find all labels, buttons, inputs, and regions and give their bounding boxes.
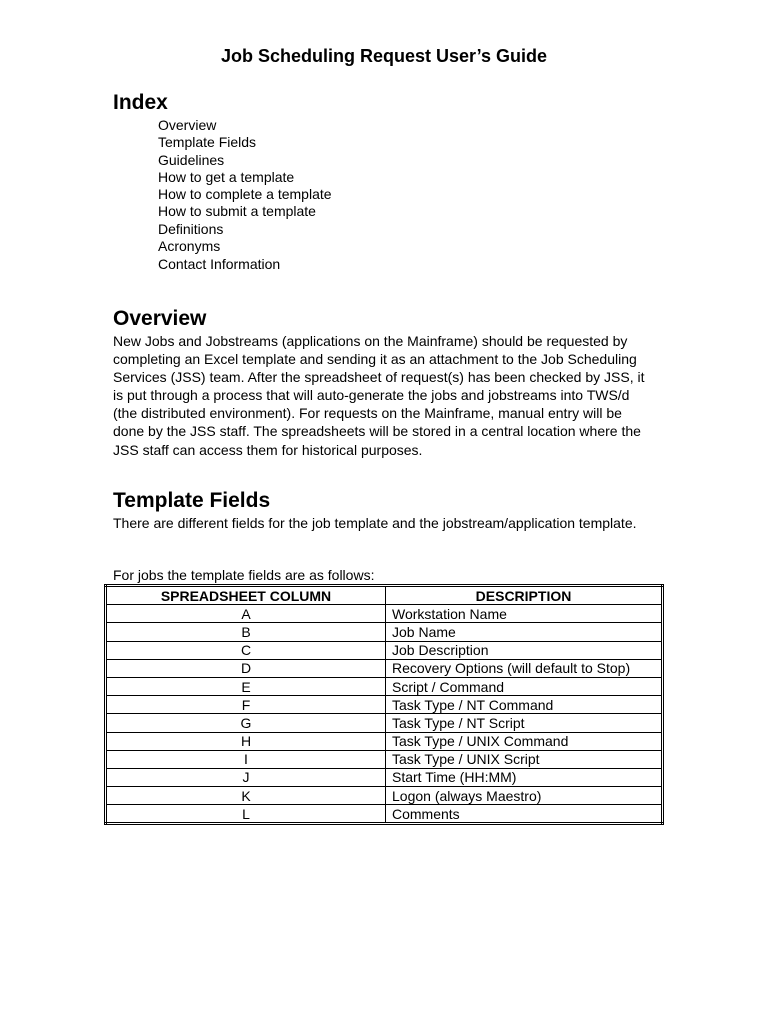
column-header-spreadsheet-column: SPREADSHEET COLUMN — [106, 586, 386, 605]
template-fields-heading: Template Fields — [113, 489, 271, 512]
index-item-guidelines: Guidelines — [158, 151, 225, 168]
table-row — [106, 641, 663, 659]
index-item-contact-information: Contact Information — [158, 256, 281, 273]
spreadsheet-column-cell: A — [106, 605, 386, 623]
table-row — [106, 605, 663, 623]
spreadsheet-column-cell: F — [106, 696, 386, 714]
spreadsheet-column-cell: H — [106, 732, 386, 750]
index-item-complete-template: How to complete a template — [158, 186, 332, 203]
table-row — [106, 659, 663, 677]
template-fields-paragraph: There are different fields for the job template and the jobstream/application template. — [113, 515, 637, 531]
description-cell: Logon (always Maestro) — [386, 787, 663, 805]
column-header-description: DESCRIPTION — [386, 586, 663, 605]
table-row — [106, 677, 663, 695]
table-row — [106, 714, 663, 732]
job-fields-table — [104, 584, 664, 825]
document-title: Job Scheduling Request User’s Guide — [220, 46, 548, 66]
description-cell: Task Type / UNIX Command — [386, 732, 663, 750]
spreadsheet-column-cell: K — [106, 787, 386, 805]
index-heading: Index — [113, 91, 168, 114]
spreadsheet-column-cell: I — [106, 750, 386, 768]
description-cell: Script / Command — [386, 677, 663, 695]
table-row — [106, 696, 663, 714]
index-list — [158, 117, 332, 274]
description-cell: Task Type / NT Command — [386, 696, 663, 714]
description-cell: Task Type / UNIX Script — [386, 750, 663, 768]
description-cell: Workstation Name — [386, 605, 663, 623]
table-row — [106, 732, 663, 750]
table-row — [106, 805, 663, 824]
spreadsheet-column-cell: B — [106, 623, 386, 641]
index-item-definitions: Definitions — [158, 220, 224, 237]
spreadsheet-column-cell: D — [106, 659, 386, 677]
spreadsheet-column-cell: J — [106, 768, 386, 786]
index-item-get-template: How to get a template — [158, 168, 295, 185]
description-cell: Start Time (HH:MM) — [386, 768, 663, 786]
table-row — [106, 787, 663, 805]
table-row — [106, 623, 663, 641]
overview-heading: Overview — [113, 307, 207, 330]
description-cell: Job Name — [386, 623, 663, 641]
description-cell: Job Description — [386, 641, 663, 659]
spreadsheet-column-cell: C — [106, 641, 386, 659]
index-item-overview: Overview — [158, 117, 217, 133]
spreadsheet-column-cell: L — [106, 805, 386, 824]
index-item-submit-template: How to submit a template — [158, 203, 316, 220]
description-cell: Recovery Options (will default to Stop) — [386, 659, 663, 677]
index-item-acronyms: Acronyms — [158, 238, 221, 255]
description-cell: Task Type / NT Script — [386, 714, 663, 732]
overview-paragraph: New Jobs and Jobstreams (applications on the Mainframe) should be requested by completing an Excel template and sending it as an attachment to the Job Scheduling Services (JSS) team. After the spreadsheet of request(s) has been checked by JSS, it is put through a process that will auto-generate the jobs and jobstreams into TWS/d (the distributed environment). For requests on the Mainframe, manual entry will be done by the JSS staff. The spreadsheets will be stored in a central location where the JSS staff can access them for historical purposes. — [113, 333, 645, 458]
jobs-fields-intro: For jobs the template fields are as follows: — [113, 567, 375, 583]
table-row — [106, 750, 663, 768]
description-cell: Comments — [386, 805, 663, 824]
spreadsheet-column-cell: E — [106, 677, 386, 695]
table-header-row — [106, 586, 663, 605]
table-row — [106, 768, 663, 786]
spreadsheet-column-cell: G — [106, 714, 386, 732]
index-item-template-fields: Template Fields — [158, 134, 257, 151]
